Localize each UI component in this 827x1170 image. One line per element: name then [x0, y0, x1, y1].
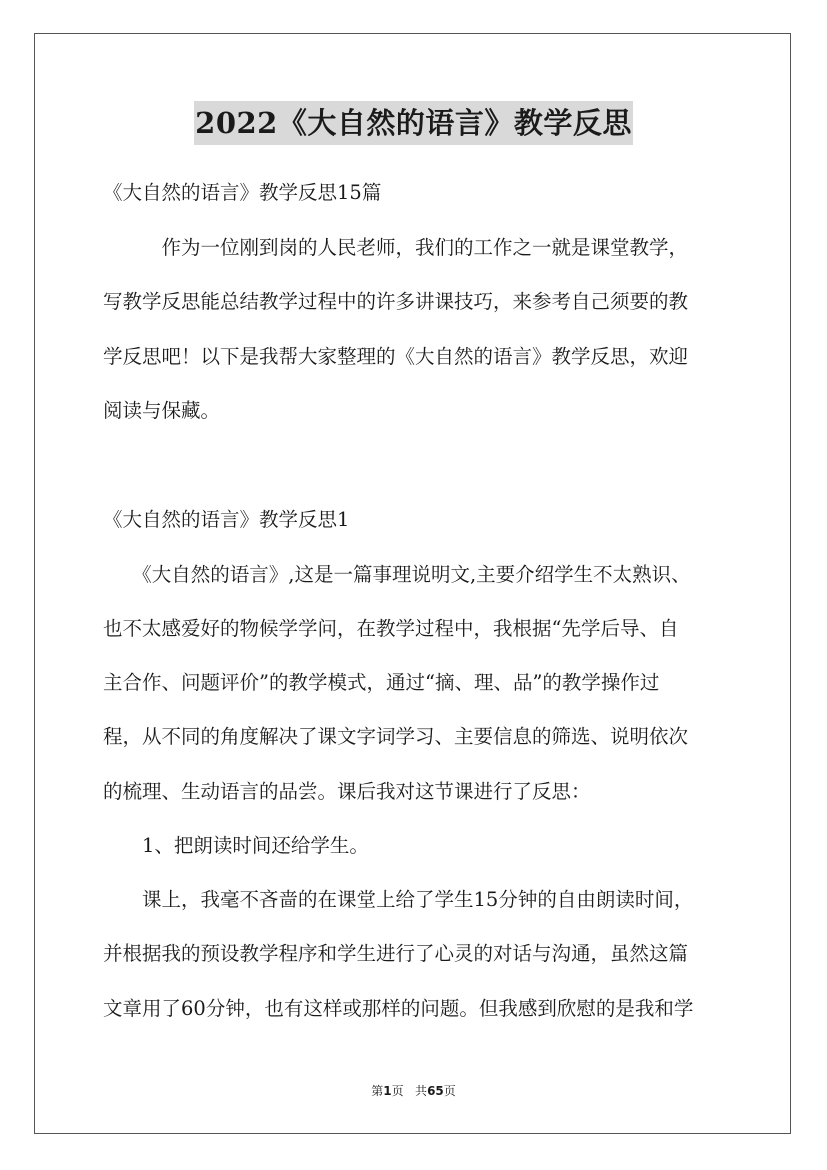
page-prefix: 第 — [371, 1084, 384, 1098]
body-line-7: 课上，我毫不吝啬的在课堂上给了学生15分钟的自由朗读时间， — [103, 888, 694, 911]
section-heading: 《大自然的语言》教学反思1 — [103, 508, 350, 531]
body-line-3: 主合作、问题评价”的教学模式，通过“摘、理、品”的教学操作过 — [103, 671, 660, 694]
total-prefix: 共 — [415, 1084, 428, 1098]
page-footer — [0, 1083, 827, 1099]
body-line-5: 的梳理、生动语言的品尝。课后我对这节课进行了反思： — [103, 780, 591, 803]
body-line-2: 也不太感爱好的物候学学问，在教学过程中，我根据“先学后导、自 — [103, 617, 679, 640]
total-pages: 65 — [427, 1084, 444, 1098]
page-suffix: 页 — [391, 1084, 404, 1098]
body-line-9: 文章用了60分钟，也有这样或那样的问题。但我感到欣慰的是我和学 — [103, 997, 694, 1020]
page-number: 1 — [383, 1084, 392, 1098]
title-container — [0, 101, 827, 145]
intro-line-3: 学反思吧！以下是我帮大家整理的《大自然的语言》教学反思，欢迎 — [103, 345, 689, 368]
subtitle: 《大自然的语言》教学反思15篇 — [103, 181, 382, 204]
body-line-8: 并根据我的预设教学程序和学生进行了心灵的对话与沟通，虽然这篇 — [103, 942, 689, 965]
body-line-4: 程，从不同的角度解决了课文字词学习、主要信息的筛选、说明依次 — [103, 725, 689, 748]
total-suffix: 页 — [443, 1084, 456, 1098]
intro-line-2: 写教学反思能总结教学过程中的许多讲课技巧，来参考自己须要的教 — [103, 290, 689, 313]
body-line-1: 《大自然的语言》,这是一篇事理说明文,主要介绍学生不太熟识、 — [103, 563, 691, 586]
intro-line-4: 阅读与保藏。 — [103, 399, 221, 422]
intro-line-1: 作为一位刚到岗的人民老师，我们的工作之一就是课堂教学， — [103, 236, 689, 259]
body-line-6: 1、把朗读时间还给学生。 — [103, 834, 369, 857]
document-title: 2022《大自然的语言》教学反思 — [194, 101, 633, 145]
